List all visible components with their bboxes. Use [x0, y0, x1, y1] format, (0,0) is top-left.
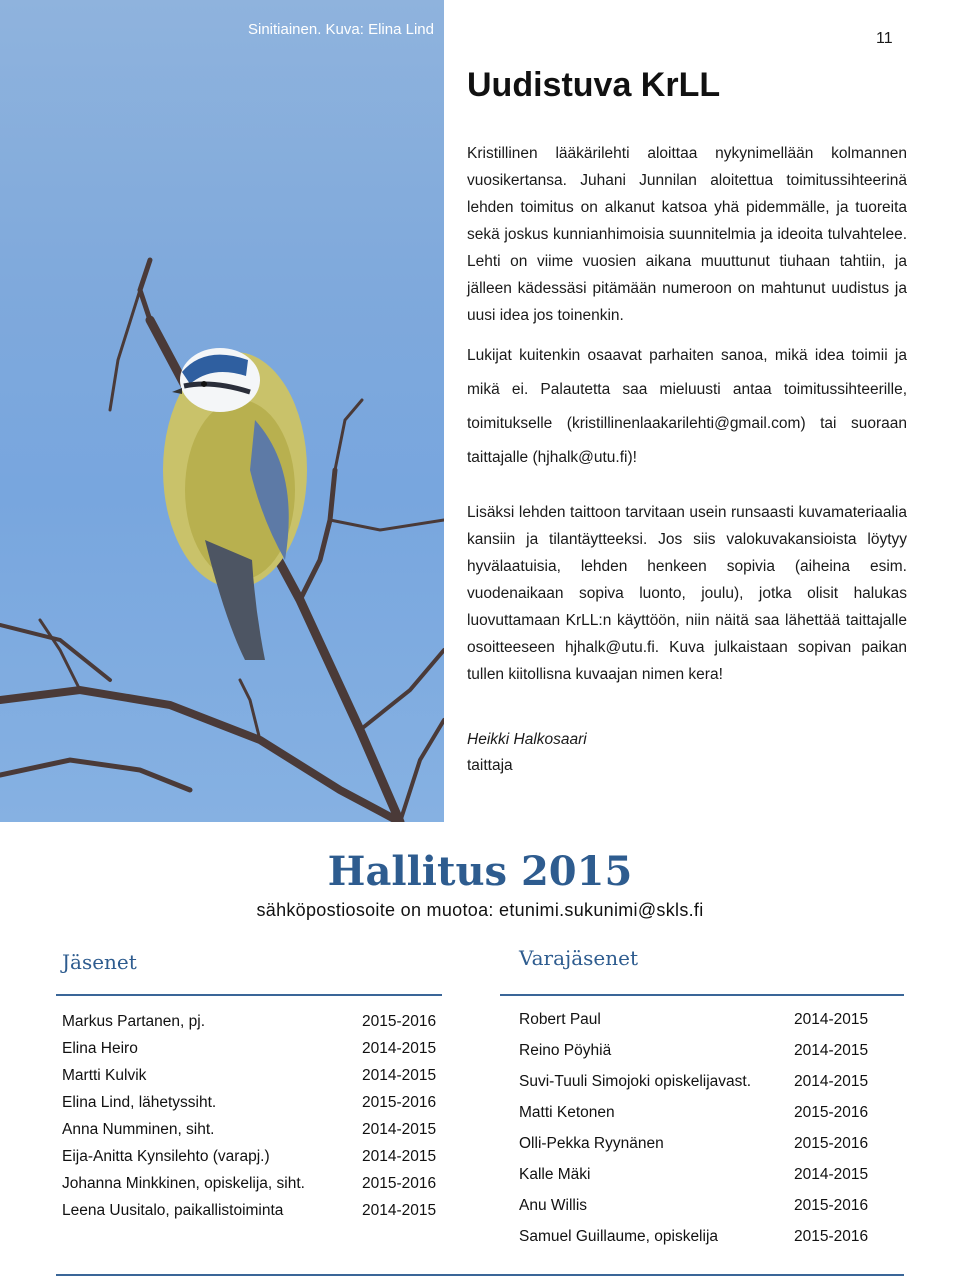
members-list: [62, 1013, 452, 1229]
deputy-years: 2014-2015: [794, 1166, 869, 1183]
member-years: 2014-2015: [362, 1202, 437, 1219]
list-item: [62, 1121, 452, 1148]
member-name: Elina Lind, lähetyssiht.: [62, 1094, 217, 1111]
deputy-years: 2015-2016: [794, 1197, 869, 1214]
deputy-name: Reino Pöyhiä: [519, 1042, 612, 1059]
deputy-name: Samuel Guillaume, opiskelija: [519, 1228, 719, 1245]
deputy-years: 2014-2015: [794, 1073, 869, 1090]
list-item: [519, 1166, 909, 1197]
list-item: [62, 1202, 452, 1229]
member-name: Markus Partanen, pj.: [62, 1013, 206, 1030]
deputy-name: Anu Willis: [519, 1197, 588, 1214]
members-heading: Jäsenet: [62, 950, 137, 974]
page-number: 11: [876, 30, 893, 47]
list-item: [62, 1094, 452, 1121]
signature-role: taittaja: [467, 757, 513, 774]
deputy-name: Suvi-Tuuli Simojoki opiskelijavast.: [519, 1073, 752, 1090]
deputies-list: [519, 1011, 909, 1259]
list-item: [519, 1104, 909, 1135]
member-name: Leena Uusitalo, paikallistoiminta: [62, 1202, 284, 1219]
board-email-format: sähköpostiosoite on muotoa: etunimi.sukunimi@skls.fi: [256, 900, 704, 920]
member-name: Eija-Anitta Kynsilehto (varapj.): [62, 1148, 270, 1165]
cover-photo: [0, 0, 444, 822]
list-item: [62, 1067, 452, 1094]
deputy-name: Matti Ketonen: [519, 1104, 615, 1121]
list-item: [519, 1135, 909, 1166]
member-years: 2015-2016: [362, 1094, 437, 1111]
article-body: [467, 140, 907, 698]
members-divider: [56, 994, 442, 996]
member-years: 2014-2015: [362, 1121, 437, 1138]
signature-name: Heikki Halkosaari: [467, 731, 587, 748]
blue-tit-photo-illustration: [0, 0, 444, 822]
member-years: 2014-2015: [362, 1148, 437, 1165]
member-name: Martti Kulvik: [62, 1067, 147, 1084]
list-item: [519, 1197, 909, 1228]
article-title: Uudistuva KrLL: [467, 66, 721, 104]
member-years: 2015-2016: [362, 1013, 437, 1030]
deputies-divider: [500, 994, 904, 996]
deputy-name: Olli-Pekka Ryynänen: [519, 1135, 664, 1152]
deputy-years: 2015-2016: [794, 1135, 869, 1152]
list-item: [62, 1175, 452, 1202]
list-item: [62, 1040, 452, 1067]
article-signature: [467, 727, 587, 779]
list-item: [519, 1042, 909, 1073]
member-name: Johanna Minkkinen, opiskelija, siht.: [62, 1175, 305, 1192]
member-name: Anna Numminen, siht.: [62, 1121, 215, 1138]
photo-caption: Sinitiainen. Kuva: Elina Lind: [248, 21, 434, 38]
article-paragraph: Lisäksi lehden taittoon tarvitaan usein runsaasti kuvamateriaalia kansiin ja tilantäytteeksi. Jos siis valokuvakansioista löytyy hyvälaatuisia, lehden henkeen sopivia (aiheina esim. vuodenaikaan sopiva luonto, joulu), jotka olisit halukas luovuttamaan KrLL:n käyttöön, niin näitä saa lähettää taittajalle osoitteeseen hjhalk@utu.fi. Kuva julkaistaan sopivan paikan tullen kiitollisna kuvaajan nimen kera!: [467, 504, 907, 683]
deputy-years: 2014-2015: [794, 1042, 869, 1059]
deputy-name: Robert Paul: [519, 1011, 601, 1028]
member-years: 2014-2015: [362, 1067, 437, 1084]
list-item: [62, 1148, 452, 1175]
list-item: [519, 1011, 909, 1042]
deputy-years: 2015-2016: [794, 1104, 869, 1121]
deputy-years: 2015-2016: [794, 1228, 869, 1245]
list-item: [519, 1228, 909, 1259]
member-years: 2015-2016: [362, 1175, 437, 1192]
member-years: 2014-2015: [362, 1040, 437, 1057]
member-name: Elina Heiro: [62, 1040, 138, 1057]
deputies-heading: Varajäsenet: [519, 946, 638, 970]
article-paragraph: Lukijat kuitenkin osaavat parhaiten sanoa, mikä idea toimii ja mikä ei. Palautetta saa mieluusti antaa toimitussihteerille, toimitukselle (kristillinenlaakarilehti@gmail.com) tai suoraan taittajalle (hjhalk@utu.fi)!: [467, 347, 907, 466]
list-item: [62, 1013, 452, 1040]
deputy-years: 2014-2015: [794, 1011, 869, 1028]
bottom-divider: [56, 1274, 904, 1276]
deputy-name: Kalle Mäki: [519, 1166, 591, 1183]
article-paragraph: Kristillinen lääkärilehti aloittaa nykynimellään kolmannen vuosikertansa. Juhani Junnilan aloitettua toimitussihteerinä lehden toimitus on alkanut katsoa yhä pidemmälle, ja tuoreita sekä joskus kunnianhimoisia suunnitelmia ja ideoita tulvahtelee. Lehti on viime vuosien aikana muuttunut tiuhaan tahtiin, ja jälleen kädessäsi pitämään numeroon on mahtunut uudistus ja uusi idea jos toinenkin.: [467, 145, 907, 324]
board-title: Hallitus 2015: [327, 848, 633, 895]
list-item: [519, 1073, 909, 1104]
